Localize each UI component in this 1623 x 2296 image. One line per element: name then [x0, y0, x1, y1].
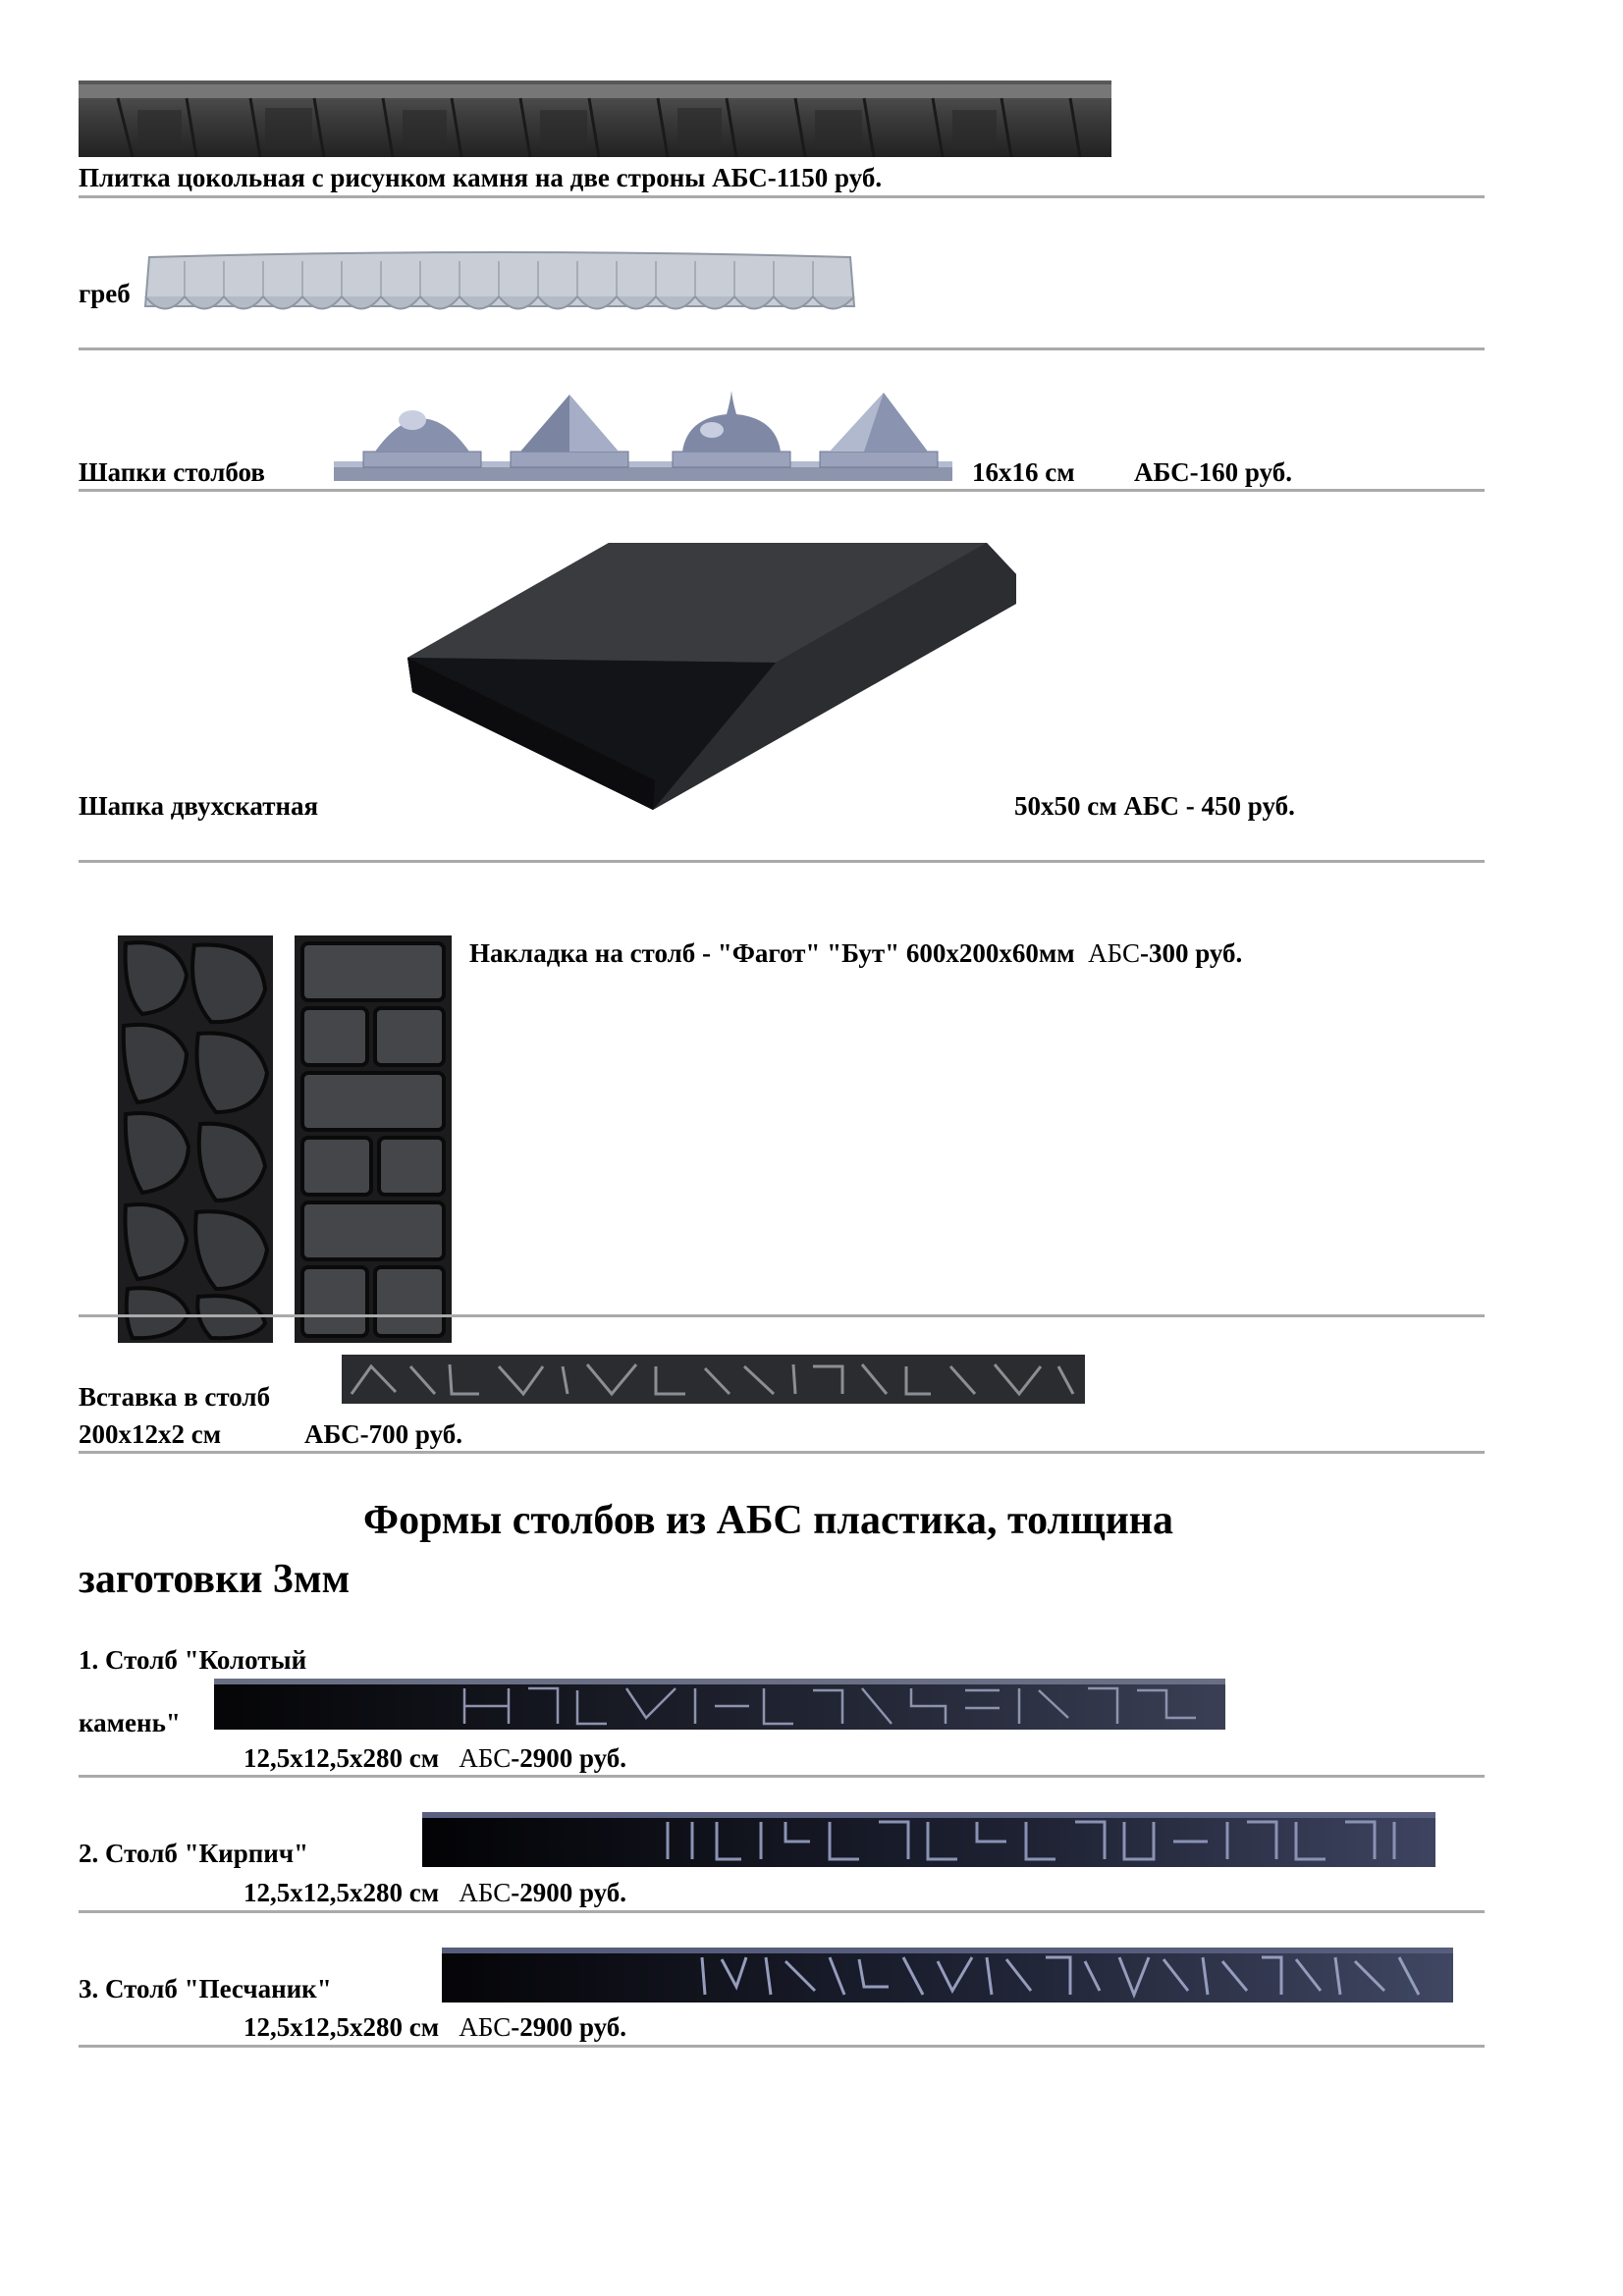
- overlay-abs: АБС: [1088, 938, 1140, 968]
- pillar-1-abs: АБС: [459, 1743, 512, 1773]
- overlay-but-image: [295, 935, 452, 1343]
- pillar-2-title: 2. Столб "Кирпич": [79, 1839, 309, 1868]
- pillar-insert-price: АБС-700 руб.: [304, 1419, 462, 1449]
- divider: [79, 489, 1485, 492]
- divider: [79, 1451, 1485, 1454]
- divider: [79, 195, 1485, 198]
- overlay-fagot-image: [118, 935, 273, 1343]
- pillar-1-title-line1: 1. Столб "Колотый: [79, 1645, 307, 1675]
- gable-cap-size-price: 50х50 см АБС - 450 руб.: [1014, 791, 1295, 821]
- pillar-3-price: -2900 руб.: [511, 2012, 626, 2042]
- post-caps-size: 16х16 см: [972, 457, 1075, 487]
- section-title-line1: Формы столбов из АБС пластика, толщина: [363, 1498, 1173, 1543]
- pillar-1-title-line2: камень": [79, 1708, 181, 1737]
- pillar-1-price: -2900 руб.: [511, 1743, 626, 1773]
- pillar-insert-size: 200х12х2 см: [79, 1419, 222, 1449]
- overlay-price: -300 руб.: [1139, 938, 1243, 968]
- pillar-2-image: [422, 1812, 1435, 1867]
- overlay-label-text: Накладка на столб - "Фагот" "Бут" 600х200х60мм: [469, 938, 1075, 968]
- pillar-3-abs: АБС: [459, 2012, 512, 2042]
- pillar-2-price: -2900 руб.: [511, 1878, 626, 1907]
- divider: [79, 1775, 1485, 1778]
- post-caps-label: Шапки столбов: [79, 457, 265, 487]
- pillar-3-image: [442, 1948, 1453, 2002]
- plinth-tile-label: Плитка цокольная с рисунком камня на две строны АБС-1150 руб.: [79, 163, 883, 192]
- pillar-3-title: 3. Столб "Песчаник": [79, 1974, 332, 2003]
- post-caps-image: [334, 391, 952, 484]
- section-title-line2: заготовки 3мм: [79, 1557, 351, 1602]
- pillar-2-spec: [243, 1880, 626, 1906]
- ridge-label: греб: [79, 279, 131, 308]
- pillar-2-abs: АБС: [459, 1878, 512, 1907]
- pillar-3-size: 12,5х12,5х280 см: [243, 2012, 440, 2042]
- divider: [79, 860, 1485, 863]
- pillar-1-size: 12,5х12,5х280 см: [243, 1743, 440, 1773]
- divider: [79, 347, 1485, 350]
- plinth-tile-image: [79, 80, 1111, 157]
- post-caps-price: АБС-160 руб.: [1134, 457, 1292, 487]
- pillar-insert-image: [342, 1355, 1085, 1404]
- divider: [79, 2045, 1485, 2048]
- ridge-tile-image: [139, 247, 860, 324]
- pillar-2-size: 12,5х12,5х280 см: [243, 1878, 440, 1907]
- divider: [79, 1314, 1485, 1317]
- pillar-insert-label: Вставка в столб: [79, 1382, 271, 1412]
- pillar-3-spec: [243, 2014, 626, 2041]
- pillar-1-image: [214, 1679, 1225, 1730]
- gable-cap-image: [398, 535, 1026, 815]
- pillar-1-spec: [243, 1745, 626, 1772]
- divider: [79, 1910, 1485, 1913]
- overlay-label: [469, 940, 1242, 967]
- gable-cap-label: Шапка двухскатная: [79, 791, 319, 821]
